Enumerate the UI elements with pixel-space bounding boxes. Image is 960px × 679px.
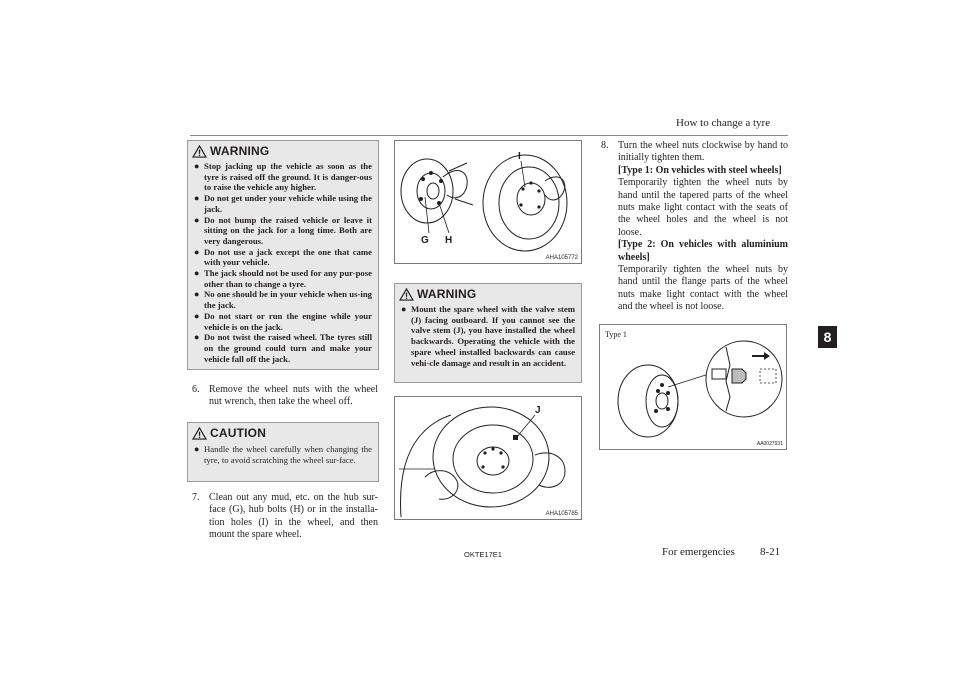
label-j: J: [535, 405, 541, 416]
warning-item: ● The jack should not be used for any pur-pose other than to change a tyre.: [194, 268, 372, 289]
running-header-title: How to change a tyre: [676, 117, 771, 129]
figure-code: AA0027931: [756, 441, 783, 447]
warning-label: WARNING: [210, 144, 270, 158]
label-i: I: [518, 151, 521, 162]
step-7: 7. Clean out any mud, etc. on the hub sur-face (G), hub bolts (H) or in the installa-tion holes (I) in the wheel, and then mount the spare wheel.: [192, 492, 378, 541]
wheel-nut-illustration: [600, 325, 786, 449]
footer-section: For emergencies: [662, 546, 735, 558]
label-g: G: [421, 235, 429, 246]
footer-doc-code: OKTE17E1: [464, 550, 502, 559]
caution-header: [188, 423, 378, 441]
figure-hub-and-wheel: [394, 140, 582, 264]
caution-item: ● Handle the wheel carefully when changing the tyre, to avoid scratching the wheel sur-face.: [194, 444, 372, 465]
caution-label: CAUTION: [210, 426, 267, 440]
warning-item: ● Stop jacking up the vehicle as soon as the tyre is raised off the ground. It is danger-ous to raise the vehicle any higher.: [194, 161, 372, 193]
caution-box-wheel: [187, 422, 379, 482]
figure-mount-spare-wheel: [394, 396, 582, 520]
warning-list: [188, 159, 378, 368]
warning-list: [395, 302, 581, 372]
step-8: 8. Turn the wheel nuts clockwise by hand to initially tighten them. [Type 1: On vehicles with steel wheels] Temporarily tighten the wheel nuts by hand until the tapered parts of the wheel nuts make light contact with the seats of the wheel holes and the wheel is not loose. [Type 2: On vehicles with aluminium wheels] Temporarily tighten the wheel nuts by hand until the flange parts of the wheel nuts make light contact with the wheel and the wheel is not loose.: [601, 140, 788, 313]
warning-triangle-icon: [192, 145, 207, 158]
warning-item: ● No one should be in your vehicle when us-ing the jack.: [194, 289, 372, 311]
figure-code: AHA105785: [545, 511, 578, 517]
figure-type-label: Type 1: [605, 330, 627, 339]
warning-item: ● Mount the spare wheel with the valve stem (J) facing outboard. If you cannot see the valve stem (J), you have installed the wheel backwards. Operating the vehicle with the spare wheel installed backwards can cause vehi-cle damage and result in an accident.: [401, 304, 575, 368]
chapter-tab: 8: [818, 326, 837, 348]
warning-triangle-icon: [399, 288, 414, 301]
warning-header: [188, 141, 378, 159]
type2-text: Temporarily tighten the wheel nuts by hand until the flange parts of the wheel nuts make light contact with the wheel and the wheel is not loose.: [618, 264, 788, 313]
hub-wheel-illustration: [395, 141, 581, 263]
warning-label: WARNING: [417, 287, 477, 301]
warning-item: ● Do not start or run the engine while your vehicle is on the jack.: [194, 310, 372, 332]
warning-box-valve: [394, 283, 582, 383]
warning-item: ● Do not use a jack except the one that came with your vehicle.: [194, 246, 372, 268]
type2-title: [Type 2: On vehicles with aluminium wheels]: [618, 239, 788, 263]
header-rule: [190, 135, 788, 136]
warning-item: ● Do not get under your vehicle while using the jack.: [194, 193, 372, 214]
spare-wheel-illustration: [395, 397, 581, 519]
warning-item: ● Do not twist the raised wheel. The tyres still on the ground could turn and make your vehicle fall off the jack.: [194, 332, 372, 364]
figure-code: AHA105772: [545, 255, 578, 261]
type1-text: Temporarily tighten the wheel nuts by hand until the tapered parts of the wheel nuts make light contact with the seats of the wheel holes and the wheel is not loose.: [618, 177, 788, 238]
caution-list: [188, 441, 378, 469]
figure-type1-nut: [599, 324, 787, 450]
label-h: H: [445, 235, 453, 246]
caution-triangle-icon: [192, 427, 207, 440]
warning-item: ● Do not bump the raised vehicle or leave it sitting on the jack for a long time. Both are very dangerous.: [194, 214, 372, 246]
type1-title: [Type 1: On vehicles with steel wheels]: [618, 164, 782, 176]
footer-page-number: 8-21: [760, 546, 781, 558]
step-6: 6. Remove the wheel nuts with the wheel nut wrench, then take the wheel off.: [192, 384, 378, 408]
warning-header: [395, 284, 581, 302]
warning-box-jack: [187, 140, 379, 370]
